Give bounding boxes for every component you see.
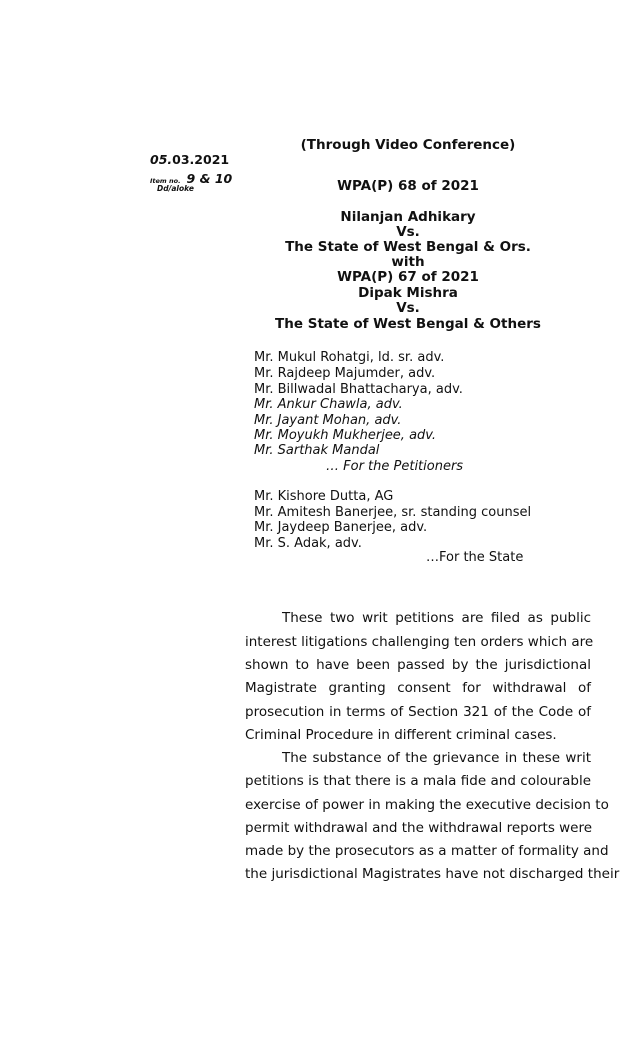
versus-2: Vs.	[396, 300, 420, 316]
petitioner-counsel-item: Mr. Billwadal Bhattacharya, adv.	[254, 382, 463, 397]
case-number-2: WPA(P) 67 of 2021	[337, 269, 479, 285]
state-counsel-item: Mr. Jaydeep Banerjee, adv.	[254, 520, 428, 535]
state-counsel-item: Mr. S. Adak, adv.	[254, 536, 362, 551]
paragraph-line: petitions is that there is a mala fide and colourable	[245, 773, 591, 789]
case-number-1: WPA(P) 68 of 2021	[337, 178, 479, 194]
clerk-initials: Dd/aloke	[157, 184, 194, 193]
petitioner-counsel-item: Mr. Sarthak Mandal	[254, 443, 380, 458]
order-date-rest: 03.2021	[172, 152, 230, 167]
paragraph-line: prosecution in terms of Section 321 of the Code of	[245, 704, 591, 720]
state-counsel-item: Mr. Kishore Dutta, AG	[254, 489, 394, 504]
petitioner-2: Dipak Mishra	[358, 285, 458, 301]
item-label: Item no.	[150, 177, 181, 185]
respondent-2: The State of West Bengal & Others	[275, 316, 541, 332]
paragraph-line: Criminal Procedure in different criminal cases.	[245, 727, 557, 743]
paragraph-line: The substance of the grievance in these writ	[282, 750, 591, 766]
with-connector: with	[391, 254, 425, 270]
order-date-day: 05.	[150, 152, 173, 167]
respondent-1: The State of West Bengal & Ors.	[285, 239, 531, 255]
order-date	[150, 152, 229, 167]
petitioner-caption: … For the Petitioners	[326, 459, 464, 474]
state-caption: …For the State	[426, 550, 524, 565]
paragraph-line: Magistrate granting consent for withdrawal of	[245, 680, 591, 696]
paragraph-line: exercise of power in making the executive decision to	[245, 797, 609, 813]
paragraph-line: the jurisdictional Magistrates have not discharged their	[245, 866, 620, 882]
petitioner-counsel-item: Mr. Ankur Chawla, adv.	[254, 397, 403, 412]
versus-1: Vs.	[396, 224, 420, 240]
hearing-mode: (Through Video Conference)	[300, 137, 516, 153]
petitioner-counsel-item: Mr. Rajdeep Majumder, adv.	[254, 366, 436, 381]
paragraph-line: made by the prosecutors as a matter of formality and	[245, 843, 609, 859]
petitioner-counsel-item: Mr. Mukul Rohatgi, ld. sr. adv.	[254, 350, 445, 365]
state-counsel-item: Mr. Amitesh Banerjee, sr. standing counsel	[254, 505, 532, 520]
paragraph-line: These two writ petitions are filed as public	[282, 610, 591, 626]
paragraph-line: shown to have been passed by the jurisdictional	[245, 657, 591, 673]
paragraph-line: interest litigations challenging ten orders which are	[245, 634, 594, 650]
petitioner-counsel-item: Mr. Moyukh Mukherjee, adv.	[254, 428, 437, 443]
petitioner-1: Nilanjan Adhikary	[340, 209, 476, 225]
petitioner-counsel-item: Mr. Jayant Mohan, adv.	[254, 413, 402, 428]
paragraph-line: permit withdrawal and the withdrawal reports were	[245, 820, 593, 836]
item-number: 9 & 10	[186, 171, 233, 186]
